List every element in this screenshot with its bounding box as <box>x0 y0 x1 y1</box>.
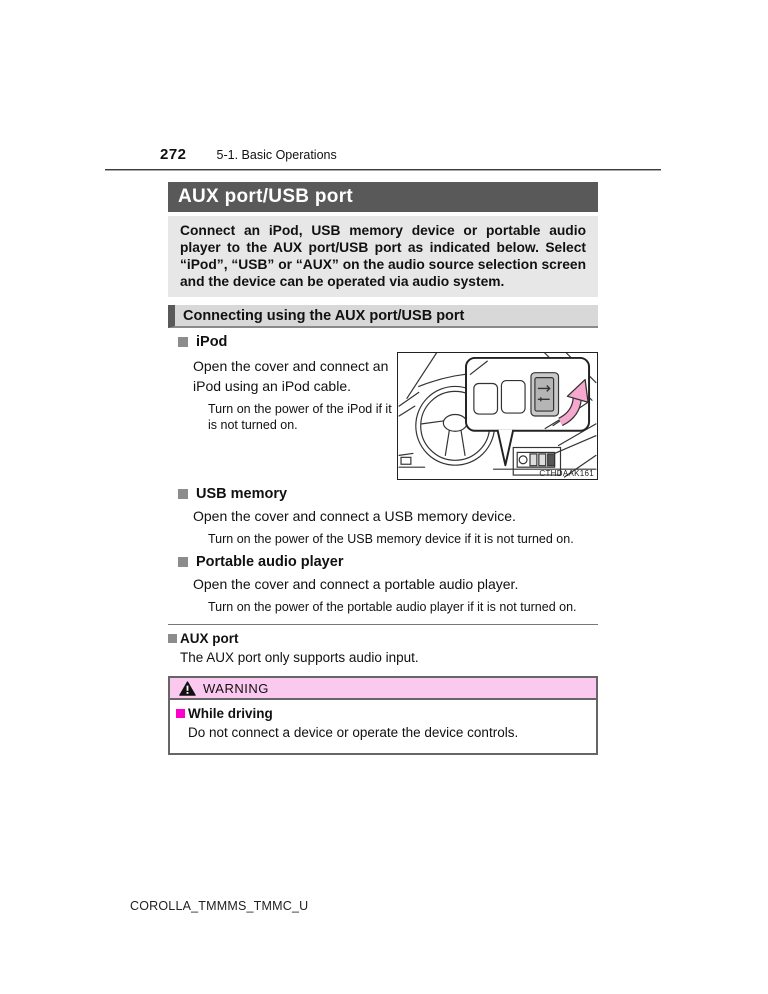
square-bullet-icon <box>178 557 188 567</box>
section-header: Connecting using the AUX port/USB port <box>168 305 598 328</box>
warning-box <box>168 676 598 755</box>
ipod-text <box>168 352 397 480</box>
item-heading-usb <box>178 486 598 502</box>
item-heading-label: USB memory <box>196 486 288 502</box>
square-bullet-icon <box>178 337 188 347</box>
chapter-title: 5-1. Basic Operations <box>216 148 337 162</box>
ipod-row <box>168 352 598 480</box>
figure-code: CTHDAAK161 <box>539 469 594 478</box>
item-heading-label: Portable audio player <box>196 553 344 570</box>
aux-port-heading-label: AUX port <box>180 631 239 646</box>
square-bullet-icon <box>178 489 188 499</box>
header-rule <box>105 169 661 171</box>
item-body: Open the cover and connect an iPod using an iPod cable. <box>193 358 389 394</box>
item-note: Turn on the power of the portable audio player if it is not turned on. <box>208 599 577 614</box>
warning-label: WARNING <box>203 680 269 696</box>
warning-item-text: Do not connect a device or operate the device controls. <box>188 725 519 740</box>
page-title: AUX port/USB port <box>168 182 598 212</box>
footer-code: COROLLA_TMMMS_TMMC_U <box>130 899 309 913</box>
warning-triangle-icon <box>179 681 196 696</box>
aux-port-heading <box>168 631 598 646</box>
page-number: 272 <box>160 146 187 163</box>
item-note: Turn on the power of the USB memory device if it is not turned on. <box>208 532 574 546</box>
page-header <box>160 146 337 163</box>
dashboard-illustration <box>398 353 597 479</box>
warning-item-heading-label: While driving <box>188 706 273 721</box>
intro-paragraph: Connect an iPod, USB memory device or portable audio player to the AUX port/USB port as indicated below. Select “iPod”, “USB” or “AUX” on the audio source selection screen and the device can be operated via audio system. <box>168 216 598 297</box>
item-heading-portable-audio <box>178 554 598 570</box>
square-bullet-icon <box>168 634 177 643</box>
warning-body <box>170 700 596 753</box>
page-content <box>168 182 598 755</box>
item-heading-ipod <box>178 334 598 350</box>
item-body: Open the cover and connect a portable audio player. <box>193 575 519 592</box>
item-heading-label: iPod <box>196 334 228 350</box>
warning-item-heading <box>176 706 588 721</box>
aux-port-body: The AUX port only supports audio input. <box>180 650 419 665</box>
item-note: Turn on the power of the iPod if it is not turned on. <box>208 402 392 432</box>
divider-rule <box>168 624 598 625</box>
warning-header <box>170 678 596 700</box>
dashboard-figure <box>397 352 598 480</box>
item-body: Open the cover and connect a USB memory device. <box>193 508 516 524</box>
magenta-bullet-icon <box>176 709 185 718</box>
